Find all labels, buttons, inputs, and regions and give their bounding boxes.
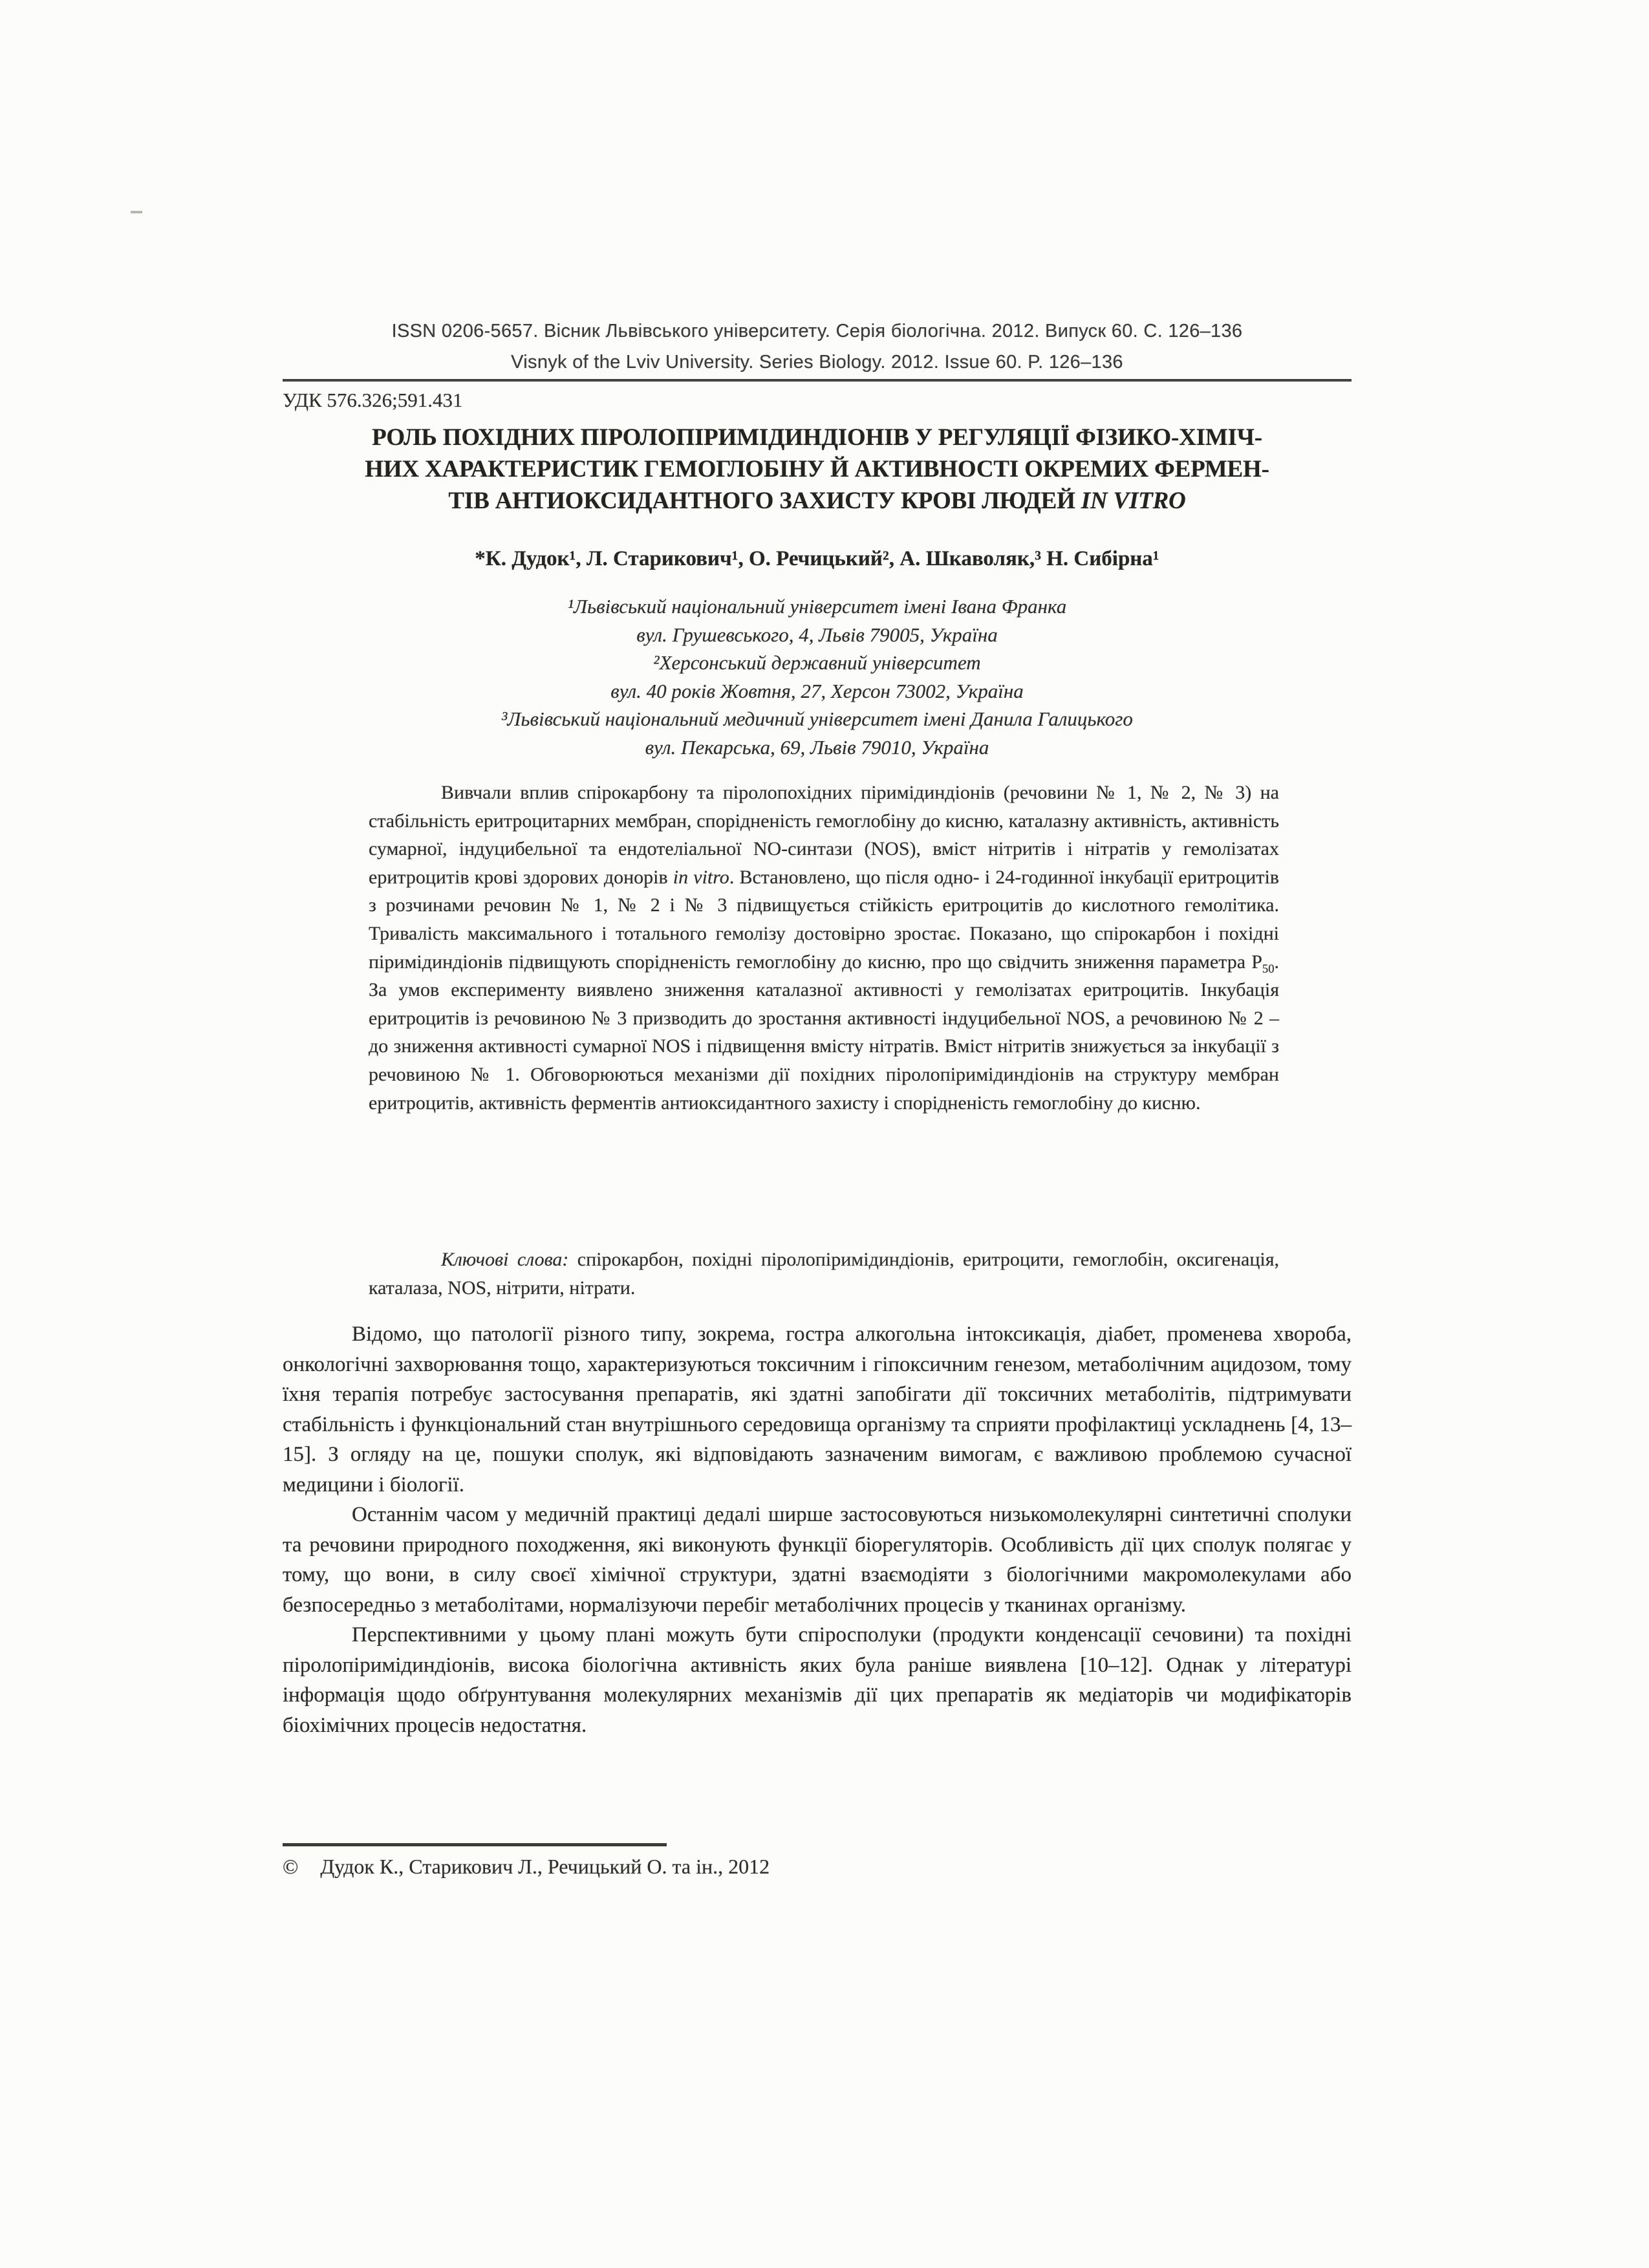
article-title-line-2: НИХ ХАРАКТЕРИСТИК ГЕМОГЛОБІНУ Й АКТИВНОСТІ ОКРЕМИХ ФЕРМЕН-	[365, 456, 1269, 482]
affiliations-block	[283, 592, 1352, 761]
body-paragraph-3: Перспективними у цьому плані можуть бути спіросполуки (продукти конденсації сечовини) та похідні піролопіримідиндіонів, висока біологічна активність яких була раніше виявлена [10–12]. Однак у літературі інформація щодо обґрунтування молекулярних механізмів дії цих препаратів як медіаторів чи модифікаторів біохімічних процесів недостатня.	[283, 1623, 1352, 1737]
affiliation-address: вул. 40 років Жовтня, 27, Херсон 73002, Україна	[610, 679, 1024, 702]
journal-header	[283, 316, 1352, 378]
copyright-text: Дудок К., Старикович Л., Речицький О. та ін., 2012	[320, 1855, 770, 1878]
article-title-line-3: ТІВ АНТИОКСИДАНТНОГО ЗАХИСТУ КРОВІ ЛЮДЕЙ IN VITRO	[448, 488, 1186, 514]
footnote-rule	[283, 1843, 667, 1846]
article-title-line-1: РОЛЬ ПОХІДНИХ ПІРОЛОПІРИМІДИНДІОНІВ У РЕГУЛЯЦІЇ ФІЗИКО-ХІМІЧ-	[372, 424, 1262, 451]
affiliation-address: вул. Грушевського, 4, Львів 79005, Україна	[636, 623, 998, 646]
journal-issn-line-en: Visnyk of the Lviv University. Series Biology. 2012. Issue 60. P. 126–136	[511, 352, 1123, 373]
affiliation-address: вул. Пекарська, 69, Львів 79010, Україна	[645, 735, 989, 759]
body-paragraph-1: Відомо, що патології різного типу, зокрема, гостра алкогольна інтоксикація, діабет, променева хвороба, онкологічні захворювання тощо, характеризуються токсичним і гіпоксичним генезом, метаболічним ацидозом, тому їхня терапія потребує застосування препаратів, які здатні запобігати дії токсичних метаболітів, підтримувати стабільність і функціональний стан внутрішнього середовища організму та сприяти профілактиці ускладнень [4, 13–15]. З огляду на це, пошуки сполук, які відповідають зазначеним вимогам, є важливою проблемою сучасної медицини і біології.	[283, 1323, 1352, 1496]
udc-number: УДК 576.326;591.431	[283, 389, 463, 411]
copyright-line	[283, 1852, 1352, 1881]
affiliation-line: ³Львівський національний медичний університет імені Данила Галицького	[501, 707, 1133, 730]
affiliation-line: ²Херсонський державний університет	[653, 651, 981, 674]
affiliation-line: ¹Львівський національний університет імені Івана Франка	[567, 595, 1067, 618]
article-title	[283, 422, 1352, 517]
article-body	[283, 1319, 1352, 1740]
scan-artifact-dash	[131, 211, 142, 213]
keywords-paragraph: Ключові слова: спірокарбон, похідні піролопіримідиндіонів, еритроцити, гемоглобін, оксигенація, каталаза, NOS, нітрити, нітрати.	[369, 1249, 1280, 1299]
header-rule	[283, 379, 1352, 382]
journal-issn-line-uk: ISSN 0206-5657. Вісник Львівського університету. Серія біологічна. 2012. Випуск 60. С. 126–136	[391, 321, 1243, 341]
authors-line: *К. Дудок¹, Л. Старикович¹, О. Речицький², А. Шкаволяк,³ Н. Сибірна¹	[475, 547, 1159, 570]
body-paragraph-2: Останнім часом у медичній практиці дедалі ширше застосовуються низькомолекулярні синтетичні сполуки та речовини природного походження, які виконують функції біорегуляторів. Особливість дії цих сполук полягає у тому, що вони, в силу своєї хімічної структури, здатні взаємодіяти з біологічними макромолекулами або безпосередньо з метаболітами, нормалізуючи перебіг метаболічних процесів у тканинах організму.	[283, 1503, 1352, 1617]
abstract-paragraph: Вивчали вплив спірокарбону та піролопохідних піримідиндіонів (речовини № 1, № 2, № 3) на стабільність еритроцитарних мембран, спорідненість гемоглобіну до кисню, каталазну активність, активність сумарної, індуцибельної та ендотеліальної NO-синтази (NOS), вміст нітритів і нітратів у гемолізатах еритроцитів крові здорових донорів in vitro. Встановлено, що після одно- і 24-годинної інкубації еритроцитів з розчинами речовин № 1, № 2 і № 3 підвищується стійкість еритроцитів до кислотного гемолітика. Тривалість максимального і тотального гемолізу достовірно зростає. Показано, що спірокарбон і похідні піримідиндіонів підвищують спорідненість гемоглобіну до кисню, про що свідчить зниження параметра $P_{50}$. За умов експерименту виявлено зниження каталазної активності у гемолізатах еритроцитів. Інкубація еритроцитів із речовиною № 3 призводить до зростання активності індуцибельної NOS, а речовиною № 2 – до зниження активності сумарної NOS і підвищення вмісту нітратів. Вміст нітритів знижується за інкубації з речовиною № 1. Обговорюються механізми дії похідних піролопіримідиндіонів на структуру мембран еритроцитів, активність ферментів антиоксидантного захисту і спорідненість гемоглобіну до кисню.	[369, 782, 1279, 1114]
copyright-symbol: ©	[283, 1855, 299, 1878]
